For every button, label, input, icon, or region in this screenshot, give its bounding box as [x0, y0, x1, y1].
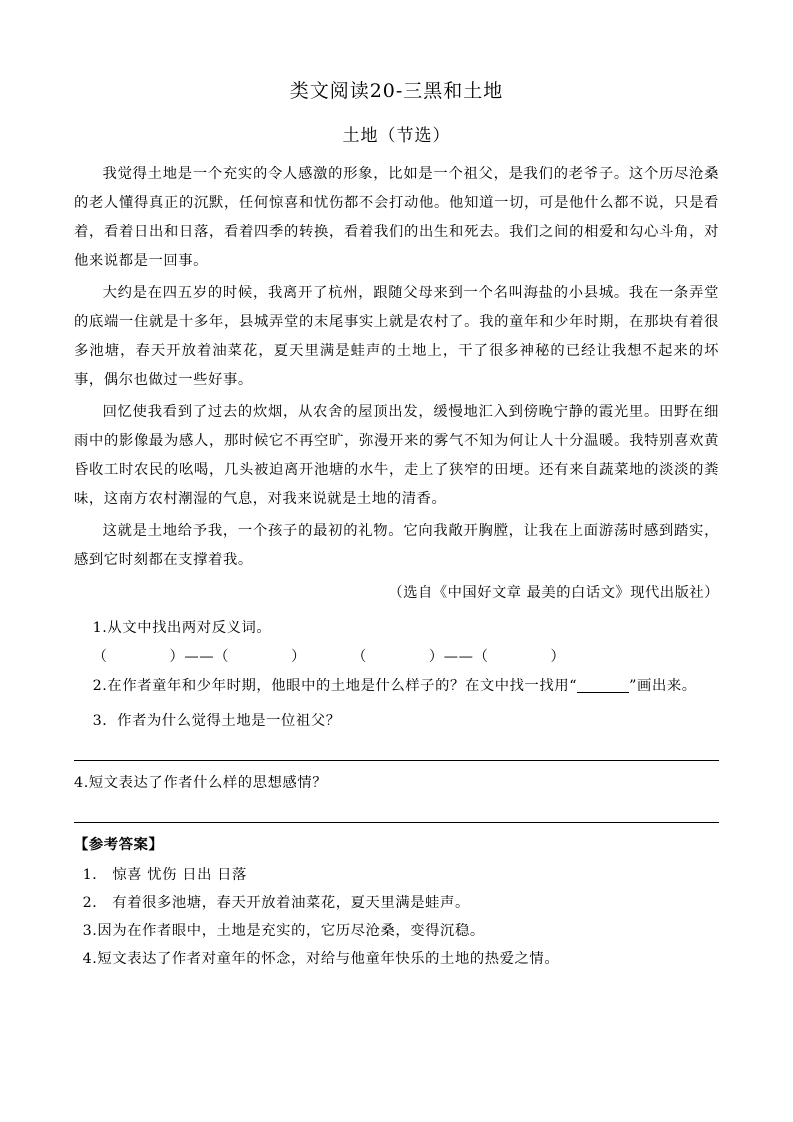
blank-close-paren-2: ） — [550, 649, 566, 665]
question-2 — [74, 672, 719, 701]
answer-write-line-2[interactable] — [74, 822, 719, 823]
answer-item: 4.短文表达了作者对童年的怀念，对给与他童年快乐的土地的热爱之情。 — [82, 951, 560, 967]
blank-close-paren: ） — [291, 649, 306, 665]
blank-pair-sep-2: ）——（ — [428, 649, 489, 665]
article-paragraph: 大约是在四五岁的时候，我离开了杭州，跟随父母来到一个名叫海盐的小县城。我在一条弄堂的底端一住就是十多年，县城弄堂的末尾事实上就是农村了。我的童年和少年时期，在那块有着很多池塘，春天开放着油菜花，夏天里满是蛙声的土地上，干了很多神秘的已经让我想不起来的坏事，偶尔也做过一些好事。 — [74, 285, 719, 388]
question-3: 3．作者为什么觉得土地是一位祖父？ — [92, 713, 341, 729]
blank-open-paren: （ — [92, 649, 108, 665]
answer-key-heading: 【参考答案】 — [74, 837, 164, 853]
answer-write-line-1[interactable] — [74, 760, 719, 761]
answer-item: 2． 有着很多池塘，春天开放着油菜花，夏天里满是蛙声。 — [82, 895, 470, 911]
page-title: 类文阅读20-三黑和土地 — [289, 80, 504, 102]
question-1-answer-blanks[interactable] — [74, 643, 719, 672]
question-2-text-part2: ”画出来。 — [629, 678, 697, 694]
question-2-underline — [577, 692, 629, 693]
answer-item: 3.因为在作者眼中，土地是充实的，它历尽沧桑，变得沉稳。 — [82, 923, 485, 939]
article-paragraph: 我觉得土地是一个充实的令人感激的形象，比如是一个祖父，是我们的老爷子。这个历尽沧桑的老人懂得真正的沉默，任何惊喜和忧伤都不会打动他。他知道一切，可是他什么都不说，只是看着，看着日出和日落，看着四季的转换，看着我们的出生和死去。我们之间的相爱和勾心斗角，对他来说都是一回事。 — [74, 166, 719, 269]
blank-open-paren-2: （ — [351, 649, 367, 665]
article-paragraph: 回忆使我看到了过去的炊烟，从农舍的屋顶出发，缓慢地汇入到傍晚宁静的霞光里。田野在细雨中的影像最为感人，那时候它不再空旷，弥漫开来的雾气不知为何让人十分温暖。我特别喜欢黄昏收工时农民的吆喝，几头被迫离开池塘的水牛，走上了狭窄的田埂。还有来自蔬菜地的淡淡的粪味，这南方农村潮湿的气息，对我来说就是土地的清香。 — [74, 404, 719, 507]
question-4: 4.短文表达了作者什么样的思想感情？ — [74, 775, 328, 791]
blank-pair-sep: ）——（ — [169, 649, 230, 665]
question-1: 1.从文中找出两对反义词。 — [92, 620, 272, 636]
question-2-text-part1: 2.在作者童年和少年时期，他眼中的土地是什么样子的？在文中找一找用“ — [92, 678, 578, 694]
answer-item: 1． 惊喜 忧伤 日出 日落 — [82, 867, 247, 883]
article-paragraph: 这就是土地给予我，一个孩子的最初的礼物。它向我敞开胸膛，让我在上面游荡时感到踏实，感到它时刻都在支撑着我。 — [74, 523, 719, 568]
article-source: （选自《中国好文章 最美的白话文》现代出版社） — [388, 585, 719, 601]
article-subtitle: 土地（节选） — [342, 126, 451, 146]
